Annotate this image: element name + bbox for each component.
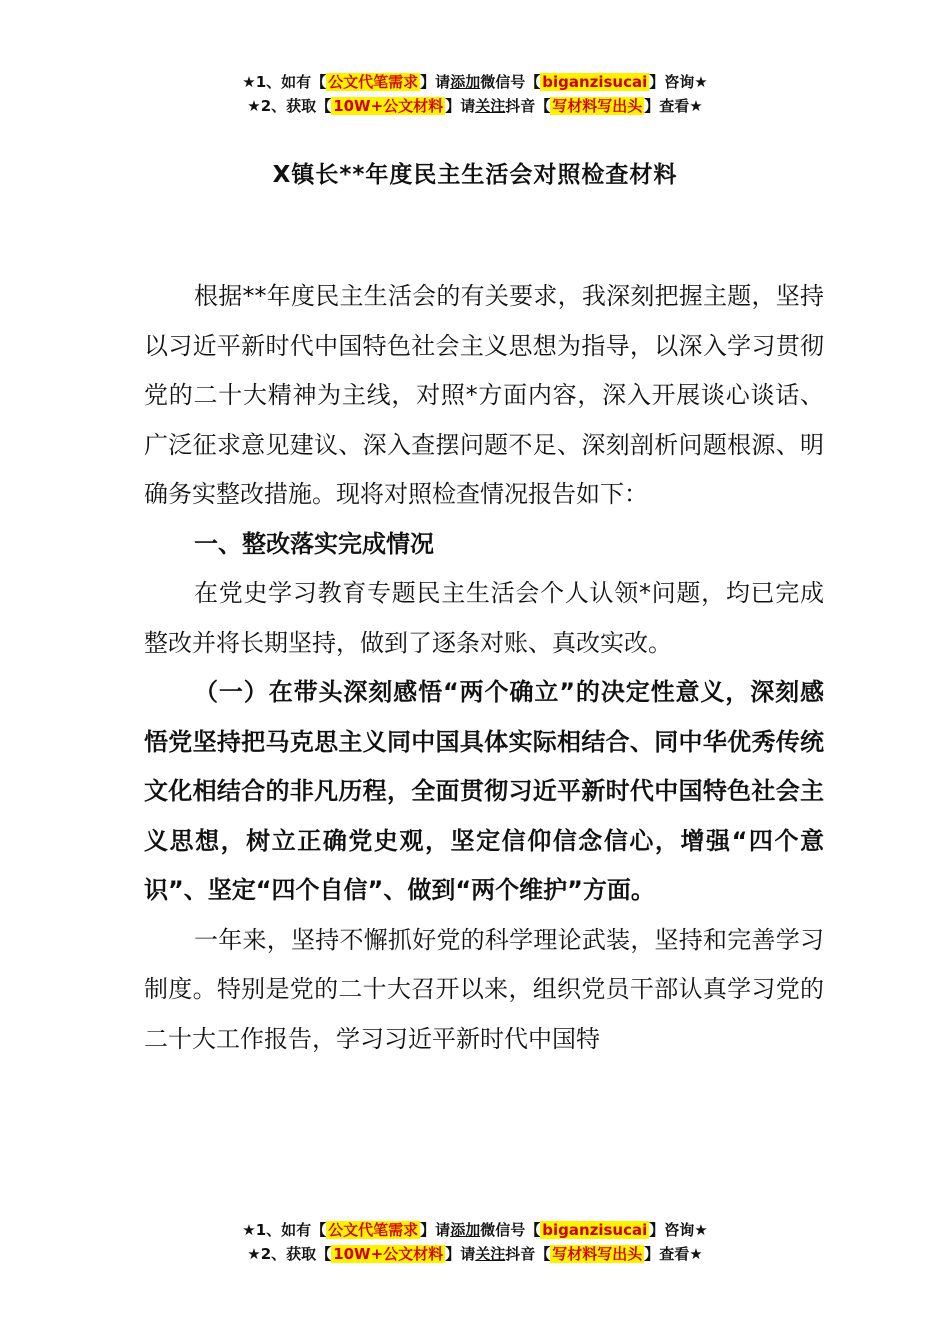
document-body (144, 272, 824, 1064)
footer-banner (0, 1218, 950, 1266)
banner-underline: 添加 (450, 73, 481, 91)
banner-text: 】查看★ (644, 1245, 703, 1263)
banner-text: 】请 (420, 1221, 451, 1239)
banner-text: ★2、获取【 (247, 97, 332, 115)
banner-highlight: 10W+公文材料 (333, 97, 444, 115)
banner-text: 微信号【 (480, 1221, 541, 1239)
paragraph: 一年来，坚持不懈抓好党的科学理论武装，坚持和完善学习制度。特别是党的二十大召开以来，组织党员干部认真学习党的二十大工作报告，学习习近平新时代中国特 (144, 925, 824, 1053)
banner-highlight: biganzisucai (542, 73, 648, 91)
banner-text: 微信号【 (480, 73, 541, 91)
header-banner (0, 70, 950, 118)
banner-text: 】请 (445, 1245, 476, 1263)
paragraph-intro: 根据**年度民主生活会的有关要求，我深刻把握主题，坚持以习近平新时代中国特色社会主义思想为指导，以深入学习贯彻党的二十大精神为主线，对照*方面内容，深入开展谈心谈话、广泛征求意见建议、深入查摆问题不足、深刻剖析问题根源、明确务实整改措施。现将对照检查情况报告如下： (144, 282, 824, 508)
banner-line-1 (0, 70, 950, 94)
banner-text: 抖音【 (505, 1245, 551, 1263)
banner-highlight: 写材料写出头 (552, 97, 643, 115)
banner-highlight: biganzisucai (542, 1221, 648, 1239)
banner-underline: 添加 (450, 1221, 481, 1239)
banner-highlight: 10W+公文材料 (333, 1245, 444, 1263)
banner-highlight: 写材料写出头 (552, 1245, 643, 1263)
banner-text: 】咨询★ (649, 73, 708, 91)
document-title: X镇长**年度民主生活会对照检查材料 (272, 162, 678, 188)
banner-line-2 (0, 94, 950, 118)
banner-text: 】请 (445, 97, 476, 115)
banner-text: 】请 (420, 73, 451, 91)
banner-highlight: 公文代笔需求 (328, 1221, 419, 1239)
banner-line-2 (0, 1242, 950, 1266)
banner-text: 】咨询★ (649, 1221, 708, 1239)
banner-highlight: 公文代笔需求 (328, 73, 419, 91)
banner-text: ★2、获取【 (247, 1245, 332, 1263)
banner-underline: 关注 (475, 97, 506, 115)
banner-text: 】查看★ (644, 97, 703, 115)
section-heading: 一、整改落实完成情况 (194, 529, 434, 558)
banner-text: ★1、如有【 (242, 73, 327, 91)
banner-text: ★1、如有【 (242, 1221, 327, 1239)
subsection-heading: （一）在带头深刻感悟“两个确立”的决定性意义，深刻感悟党坚持把马克思主义同中国具体实际相结合、同中华优秀传统文化相结合的非凡历程，全面贯彻习近平新时代中国特色社会主义思想，树立正确党史观，坚定信仰信念信心，增强“四个意识”、坚定“四个自信”、做到“两个维护”方面。 (144, 678, 824, 904)
banner-underline: 关注 (475, 1245, 506, 1263)
banner-text: 抖音【 (505, 97, 551, 115)
banner-line-1 (0, 1218, 950, 1242)
paragraph: 在党史学习教育专题民主生活会个人认领*问题，均已完成整改并将长期坚持，做到了逐条对账、真改实改。 (144, 579, 824, 657)
